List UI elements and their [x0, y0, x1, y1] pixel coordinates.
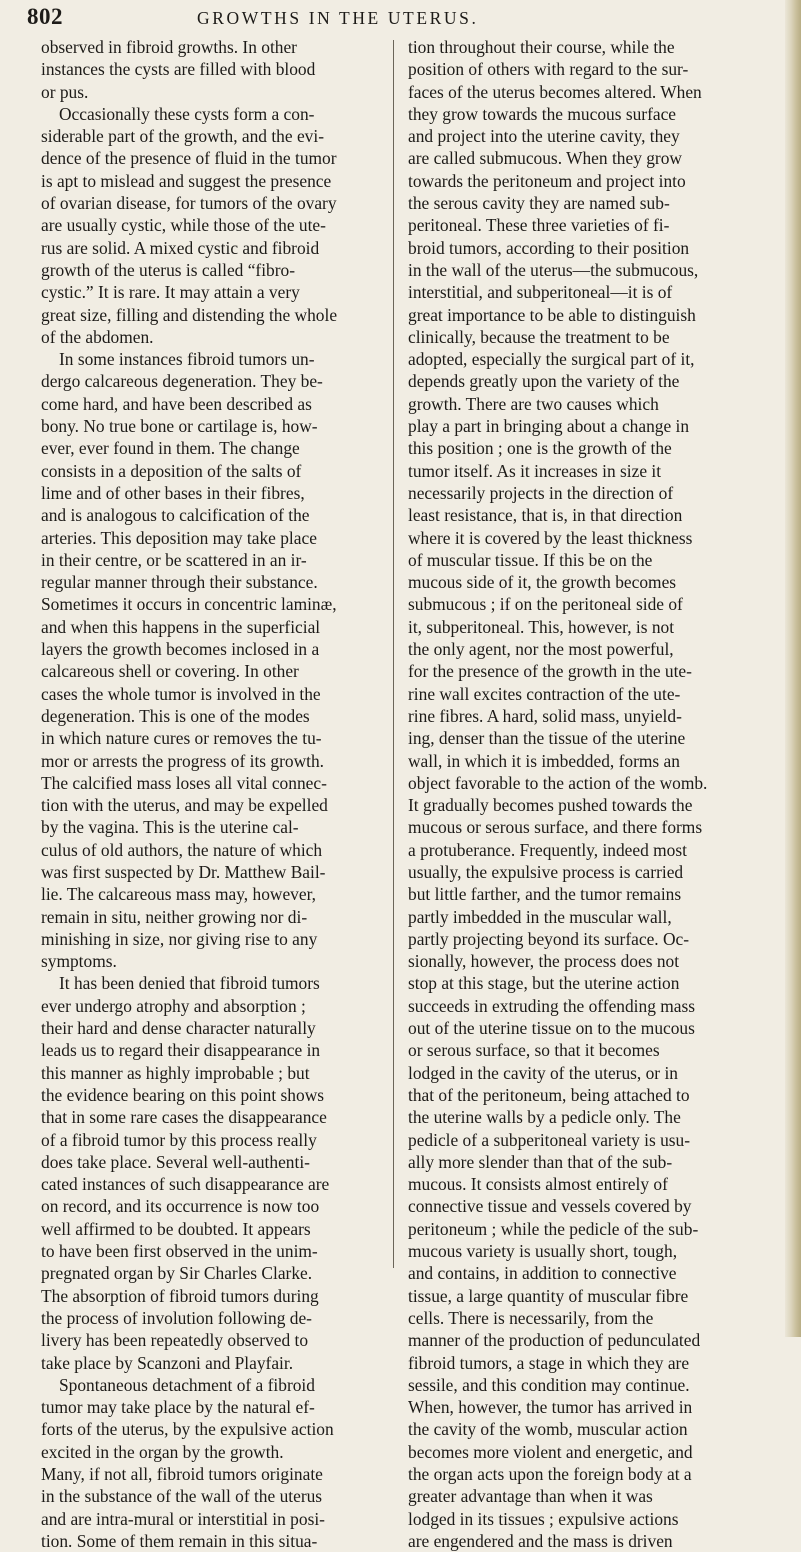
text-line: The absorption of fibroid tumors during: [41, 1285, 319, 1306]
text-line: siderable part of the growth, and the evi-: [41, 126, 324, 147]
text-line: this manner as highly improbable ; but: [41, 1062, 310, 1083]
text-line: cells. There is necessarily, from the: [408, 1307, 654, 1328]
text-line: cases the whole tumor is involved in the: [41, 683, 321, 704]
text-line: broid tumors, according to their position: [408, 237, 690, 258]
text-line: for the presence of the growth in the ute-: [408, 661, 692, 682]
text-line: rus are solid. A mixed cystic and fibroid: [41, 237, 320, 258]
text-line: but little farther, and the tumor remains: [408, 884, 682, 905]
text-line: submucous ; if on the peritoneal side of: [408, 594, 683, 615]
text-line: greater advantage than when it was: [408, 1486, 653, 1507]
text-line: degeneration. This is one of the modes: [41, 705, 310, 726]
text-line: tumor itself. As it increases in size it: [408, 460, 662, 481]
text-line: and project into the uterine cavity, they: [408, 126, 680, 147]
text-line: depends greatly upon the variety of the: [408, 371, 680, 392]
text-line: the serous cavity they are named sub-: [408, 193, 670, 214]
text-line: bony. No true bone or cartilage is, how-: [41, 416, 318, 437]
text-line: fibroid tumors, a stage in which they are: [408, 1352, 690, 1373]
text-line: the process of involution following de-: [41, 1307, 312, 1328]
text-line: great importance to be able to distinguish: [408, 304, 696, 325]
text-line: usually, the expulsive process is carried: [408, 861, 684, 882]
text-line: cystic.” It is rare. It may attain a very: [41, 282, 300, 303]
text-line: are called submucous. When they grow: [408, 148, 682, 169]
text-line: on record, and its occurrence is now too: [41, 1196, 320, 1217]
text-line: livery has been repeatedly observed to: [41, 1330, 309, 1351]
text-line: lodged in the cavity of the uterus, or in: [408, 1062, 678, 1083]
text-line: where it is covered by the least thickness: [408, 527, 693, 548]
text-line: observed in fibroid growths. In other: [41, 37, 297, 57]
text-line: and are intra-mural or interstitial in posi-: [41, 1508, 325, 1529]
text-line: was first suspected by Dr. Matthew Bail-: [41, 861, 326, 882]
text-line: lodged in its tissues ; expulsive actions: [408, 1508, 679, 1529]
text-line: interstitial, and subperitoneal—it is of: [408, 282, 673, 303]
text-line: tissue, a large quantity of muscular fibre: [408, 1285, 689, 1306]
text-line: growth of the uterus is called “fibro-: [41, 259, 296, 280]
text-line: are usually cystic, while those of the ute-: [41, 215, 326, 236]
text-line: their hard and dense character naturally: [41, 1018, 316, 1039]
text-line: play a part in bringing about a change in: [408, 416, 690, 437]
text-line: the uterine walls by a pedicle only. The: [408, 1107, 681, 1128]
text-line: ally more slender than that of the sub-: [408, 1151, 673, 1172]
text-line: remain in situ, neither growing nor di-: [41, 906, 308, 927]
text-line: clinically, because the treatment to be: [408, 326, 670, 347]
text-line: in their centre, or be scattered in an ir-: [41, 549, 307, 570]
text-line: lime and of other bases in their fibres,: [41, 482, 305, 503]
text-line: excited in the organ by the growth.: [41, 1441, 284, 1462]
text-line: forts of the uterus, by the expulsive action: [41, 1419, 334, 1440]
text-line: mucous. It consists almost entirely of: [408, 1174, 668, 1195]
page-number: 802: [27, 4, 63, 29]
text-line: connective tissue and vessels covered by: [408, 1196, 692, 1217]
left-column: [41, 36, 384, 1552]
text-line: of ovarian disease, for tumors of the ovary: [41, 193, 337, 214]
text-line: dergo calcareous degeneration. They be-: [41, 371, 323, 392]
text-line: a protuberance. Frequently, indeed most: [408, 839, 687, 860]
text-line: the organ acts upon the foreign body at a: [408, 1464, 692, 1484]
text-line: object favorable to the action of the womb.: [408, 772, 708, 793]
text-line: sessile, and this condition may continue.: [408, 1374, 690, 1395]
text-line: it, subperitoneal. This, however, is not: [408, 616, 675, 637]
text-line: The calcified mass loses all vital connec-: [41, 772, 327, 793]
text-line: sionally, however, the process does not: [408, 951, 680, 972]
text-line: tion with the uterus, and may be expelled: [41, 795, 328, 816]
column-divider: [393, 40, 394, 1268]
text-line: of a fibroid tumor by this process really: [41, 1129, 317, 1150]
text-line: partly projecting beyond its surface. Oc-: [408, 928, 690, 949]
text-line: that in some rare cases the disappearance: [41, 1107, 327, 1128]
text-line: It has been denied that fibroid tumors: [59, 973, 320, 994]
text-line: layers the growth becomes inclosed in a: [41, 639, 320, 660]
text-line: consists in a deposition of the salts of: [41, 460, 302, 481]
text-line: stop at this stage, but the uterine action: [408, 973, 680, 994]
text-line: to have been first observed in the unim-: [41, 1241, 318, 1262]
text-line: adopted, especially the surgical part of it,: [408, 349, 695, 370]
text-line: symptoms.: [41, 951, 117, 972]
text-line: of the abdomen.: [41, 326, 154, 347]
text-line: When, however, the tumor has arrived in: [408, 1397, 693, 1418]
text-line: tion throughout their course, while the: [408, 37, 675, 57]
text-line: peritoneal. These three varieties of fi-: [408, 215, 670, 236]
text-line: succeeds in extruding the offending mass: [408, 995, 696, 1016]
text-line: wall, in which it is imbedded, forms an: [408, 750, 680, 771]
text-line: necessarily projects in the direction of: [408, 482, 674, 503]
running-head: [27, 4, 767, 30]
text-line: Sometimes it occurs in concentric laminæ,: [41, 594, 337, 615]
text-line: instances the cysts are filled with blood: [41, 59, 316, 80]
text-line: is apt to mislead and suggest the presence: [41, 170, 332, 191]
text-line: calcareous shell or covering. In other: [41, 661, 299, 682]
text-line: pedicle of a subperitoneal variety is usu-: [408, 1129, 691, 1150]
text-line: mor or arrests the progress of its growth.: [41, 750, 325, 771]
text-line: or serous surface, so that it becomes: [408, 1040, 660, 1061]
text-line: growth. There are two causes which: [408, 393, 659, 414]
text-line: does take place. Several well-authenti-: [41, 1151, 310, 1172]
text-line: ing, denser than the tissue of the uterine: [408, 728, 686, 749]
text-line: come hard, and have been described as: [41, 393, 312, 414]
text-line: Occasionally these cysts form a con-: [59, 103, 315, 124]
text-line: rine fibres. A hard, solid mass, unyield-: [408, 705, 682, 726]
text-line: and is analogous to calcification of the: [41, 505, 310, 526]
text-line: manner of the production of pedunculated: [408, 1330, 701, 1351]
text-line: Many, if not all, fibroid tumors originate: [41, 1464, 323, 1484]
text-line: great size, filling and distending the whole: [41, 304, 338, 325]
text-line: mucous side of it, the growth becomes: [408, 572, 677, 593]
text-line: that of the peritoneum, being attached to: [408, 1084, 690, 1105]
text-line: minishing in size, nor giving rise to any: [41, 928, 318, 949]
text-line: in the substance of the wall of the uterus: [41, 1486, 323, 1507]
text-line: In some instances fibroid tumors un-: [59, 349, 315, 370]
text-line: peritoneum ; while the pedicle of the sub-: [408, 1218, 699, 1239]
text-line: and when this happens in the superficial: [41, 616, 321, 637]
text-line: this position ; one is the growth of the: [408, 438, 672, 459]
text-line: are engendered and the mass is driven: [408, 1530, 673, 1551]
text-line: position of others with regard to the sur-: [408, 59, 689, 80]
text-line: dence of the presence of fluid in the tumor: [41, 148, 337, 169]
text-line: take place by Scanzoni and Playfair.: [41, 1352, 294, 1373]
text-line: by the vagina. This is the uterine cal-: [41, 817, 299, 838]
text-line: least resistance, that is, in that direction: [408, 505, 683, 526]
text-line: in which nature cures or removes the tu-: [41, 728, 322, 749]
text-line: faces of the uterus becomes altered. When: [408, 81, 702, 102]
text-line: culus of old authors, the nature of which: [41, 839, 323, 860]
text-line: ever, ever found in them. The change: [41, 438, 300, 459]
text-line: regular manner through their substance.: [41, 572, 318, 593]
text-line: in the wall of the uterus—the submucous,: [408, 259, 699, 280]
text-line: tumor may take place by the natural ef-: [41, 1397, 315, 1418]
text-line: lie. The calcareous mass may, however,: [41, 884, 317, 905]
text-line: towards the peritoneum and project into: [408, 170, 686, 191]
text-line: and contains, in addition to connective: [408, 1263, 677, 1284]
text-line: the only agent, nor the most powerful,: [408, 639, 674, 660]
text-line: pregnated organ by Sir Charles Clarke.: [41, 1263, 313, 1284]
text-line: It gradually becomes pushed towards the: [408, 795, 693, 816]
running-title: GROWTHS IN THE UTERUS.: [197, 8, 479, 28]
right-column: [408, 36, 758, 1552]
text-line: partly imbedded in the muscular wall,: [408, 906, 672, 927]
text-line: Spontaneous detachment of a fibroid: [59, 1374, 315, 1395]
text-line: tion. Some of them remain in this situa-: [41, 1530, 318, 1551]
text-line: rine wall excites contraction of the ute-: [408, 683, 681, 704]
text-line: out of the uterine tissue on to the mucous: [408, 1018, 695, 1039]
text-line: leads us to regard their disappearance in: [41, 1040, 321, 1061]
text-line: of muscular tissue. If this be on the: [408, 549, 653, 570]
text-line: or pus.: [41, 81, 89, 102]
page-edge-shadow: [785, 0, 801, 1337]
text-line: ever undergo atrophy and absorption ;: [41, 995, 306, 1016]
text-line: becomes more violent and energetic, and: [408, 1441, 693, 1462]
text-line: mucous variety is usually short, tough,: [408, 1241, 678, 1262]
text-line: the evidence bearing on this point shows: [41, 1084, 325, 1105]
text-line: they grow towards the mucous surface: [408, 103, 677, 124]
text-line: the cavity of the womb, muscular action: [408, 1419, 688, 1440]
text-line: cated instances of such disappearance are: [41, 1174, 330, 1195]
text-line: well affirmed to be doubted. It appears: [41, 1218, 311, 1239]
text-line: arteries. This deposition may take place: [41, 527, 317, 548]
text-line: mucous or serous surface, and there forms: [408, 817, 703, 838]
